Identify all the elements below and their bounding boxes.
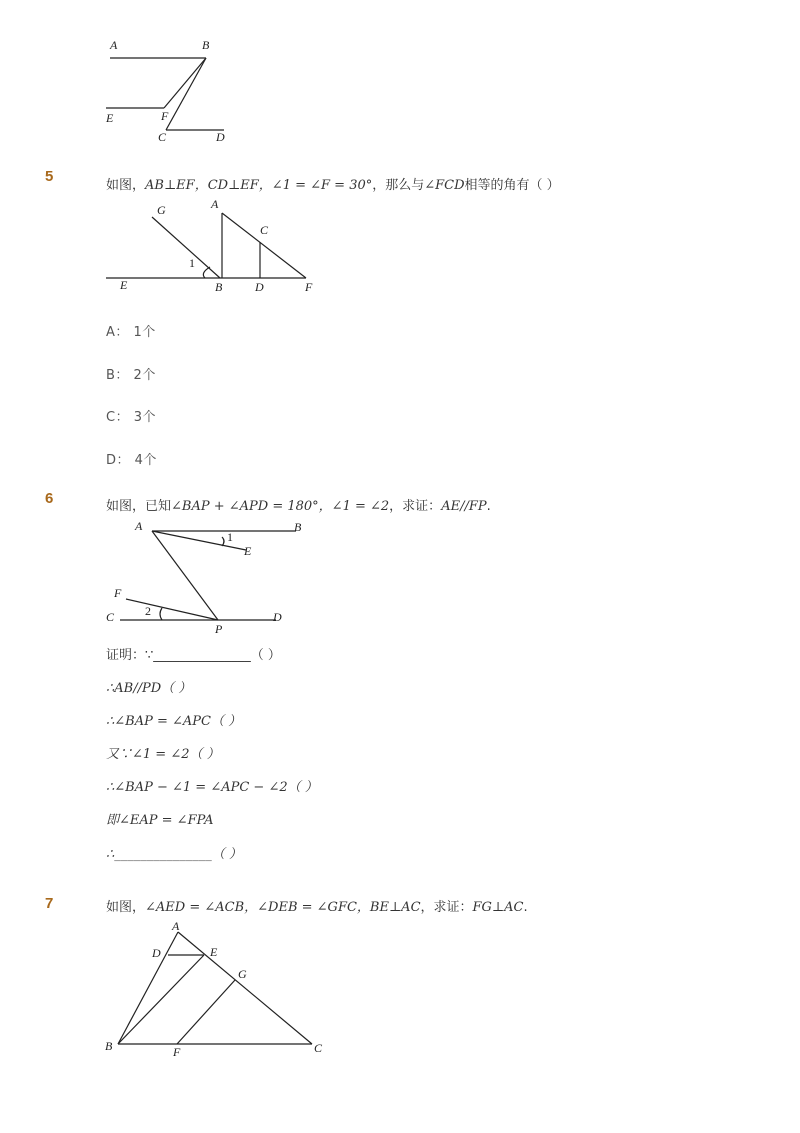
q4-label-d: D <box>216 130 225 144</box>
q7-figure <box>100 916 330 1061</box>
q6-proof-line-6: 即∠EAP = ∠FPA <box>106 813 214 828</box>
q5-label-c: C <box>260 223 269 237</box>
q5-label-e: E <box>120 278 128 292</box>
q6-label-d: D <box>273 610 282 624</box>
q7-label-g: G <box>238 967 247 981</box>
q5-number: 5 <box>45 168 54 185</box>
q6-proof-line-7: ∴_______________（ ） <box>106 847 242 862</box>
q6-angle-2: 2 <box>145 604 151 618</box>
q5-option-a[interactable]: A： 1个 <box>106 325 156 340</box>
q5-stem <box>106 174 560 193</box>
q5-stem-mid: ，那么与 <box>372 178 425 193</box>
q7-label-a: A <box>172 919 180 933</box>
q5-stem-post: 相等的角有（ ） <box>464 178 560 193</box>
q6-proof-line-4: 又∵∠1 = ∠2（ ） <box>106 747 220 762</box>
q6-stem-post: . <box>486 499 491 514</box>
q7-stem-post: . <box>523 900 528 915</box>
q5-stem-math2: ∠FCD <box>424 178 465 193</box>
q4-label-c: C <box>158 130 167 144</box>
q5-option-b[interactable]: B： 2个 <box>106 368 156 383</box>
q6-label-b: B <box>294 520 302 534</box>
q5-label-a: A <box>211 197 219 211</box>
q6-label-p: P <box>215 622 223 636</box>
q5-stem-math: AB⊥EF，CD⊥EF，∠1 = ∠F = 30° <box>145 178 373 193</box>
q6-proof-line-5: ∴∠BAP − ∠1 = ∠APC − ∠2（ ） <box>106 780 318 795</box>
q7-stem <box>106 896 528 915</box>
q6-label-f: F <box>114 586 122 600</box>
q7-label-d: D <box>152 946 161 960</box>
q7-label-e: E <box>210 945 218 959</box>
q7-label-f: F <box>173 1045 181 1059</box>
q5-label-d: D <box>255 280 264 294</box>
q7-stem-math2: FG⊥AC <box>472 900 524 915</box>
q5-option-d[interactable]: D： 4个 <box>106 453 157 468</box>
q5-label-b: B <box>215 280 223 294</box>
q4-label-f: F <box>161 109 169 123</box>
q6-label-e: E <box>244 544 252 558</box>
q6-proof-line-3: ∴∠BAP = ∠APC（ ） <box>106 714 242 729</box>
q5-stem-pre: 如图， <box>106 178 146 193</box>
q4-label-e: E <box>106 111 114 125</box>
q5-angle-1: 1 <box>189 256 195 270</box>
q5-option-c[interactable]: C： 3个 <box>106 410 156 425</box>
q6-label-c: C <box>106 610 115 624</box>
q7-stem-pre: 如图， <box>106 900 146 915</box>
q7-label-b: B <box>105 1039 113 1053</box>
q5-figure <box>100 193 330 298</box>
q6-angle-1: 1 <box>227 530 233 544</box>
q6-stem-mid: ，求证： <box>389 499 442 514</box>
q4-label-b: B <box>202 38 210 52</box>
q6-stem-pre: 如图，已知 <box>106 499 172 514</box>
q6-proof-line-1: 证明：∵_______________（ ） <box>106 648 281 663</box>
q5-label-f: F <box>305 280 313 294</box>
q7-stem-mid: ，求证： <box>420 900 473 915</box>
q4-label-a: A <box>110 38 118 52</box>
q5-label-g: G <box>157 203 166 217</box>
q6-number: 6 <box>45 490 54 507</box>
q4-figure <box>100 34 240 146</box>
q6-stem-math: ∠BAP + ∠APD = 180°，∠1 = ∠2 <box>171 499 390 514</box>
q6-proof-line-2: ∴AB//PD（ ） <box>106 681 192 696</box>
q6-figure <box>100 515 300 640</box>
q7-label-c: C <box>314 1041 323 1055</box>
q7-number: 7 <box>45 895 54 912</box>
q6-label-a: A <box>135 519 143 533</box>
q6-stem-math2: AE//FP <box>441 499 487 514</box>
q6-stem <box>106 495 491 514</box>
q7-stem-math: ∠AED = ∠ACB，∠DEB = ∠GFC，BE⊥AC <box>145 900 421 915</box>
